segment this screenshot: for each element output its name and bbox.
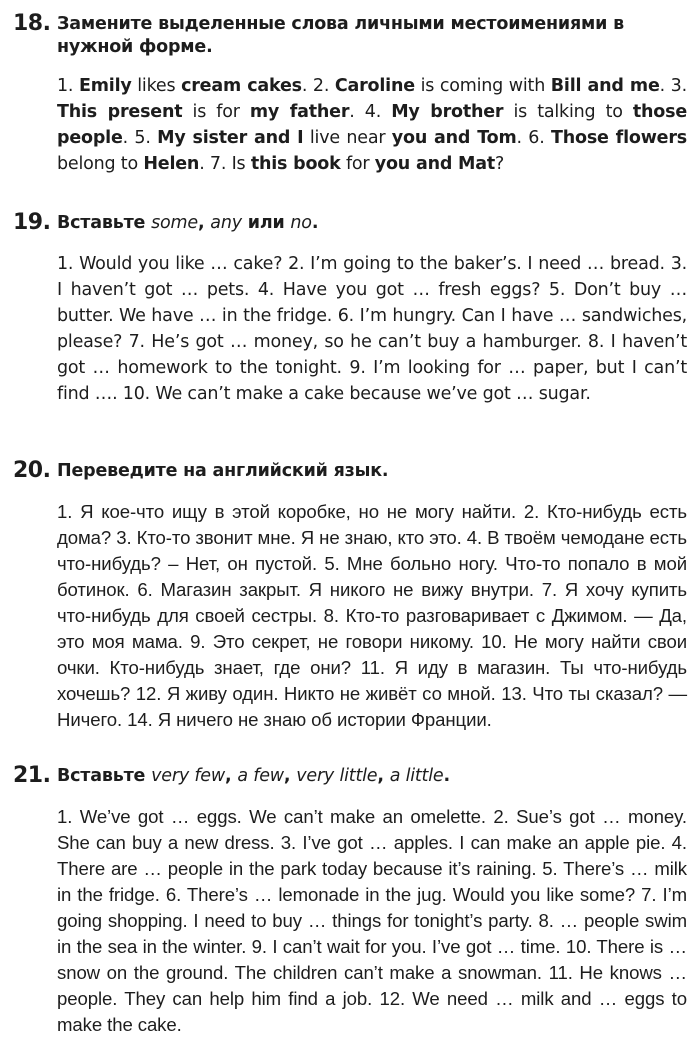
exercise-number: 21.	[13, 763, 51, 788]
instruction-run: Вставьте	[57, 213, 152, 233]
bold-run: those people	[57, 102, 687, 148]
exercise-number: 20.	[13, 458, 51, 483]
bold-run: My brother	[391, 102, 504, 122]
instruction-run: ,	[377, 766, 390, 786]
exercise-text: 1. Would you like … cake? 2. I’m going to the baker’s. I need … bread. 3. I haven’t got … pets. 4. Have you got … fresh eggs? 5. Don’t buy … butter. We have … in the fridge. 6. I’m hungry. Can I have … sandwiches, please? 7. He’s got … money, so he can’t buy a hamburger. 8. I haven’t got … homework to the tonight. 9. I’m looking for … paper, but I can’t find …. 10. We can’t make a cake because we’ve got … sugar.	[57, 254, 687, 404]
text-run: 1.	[57, 76, 79, 96]
instruction-run: ,	[283, 766, 297, 786]
bold-run: Helen	[143, 154, 200, 174]
text-run: . 4.	[349, 102, 392, 122]
text-run: is talking to	[503, 102, 633, 122]
instruction-italic-run: very few	[151, 766, 225, 786]
bold-run: this book	[250, 154, 341, 174]
bold-run: This present	[57, 102, 183, 122]
text-run: . 2.	[301, 76, 335, 96]
instruction-text: Замените выделенные слова личными местоимениями в нужной форме.	[57, 14, 624, 57]
exercise-text: 1. Я кое-что ищу в этой коробке, но не могу найти. 2. Кто-нибудь есть дома? 3. Кто-то звонит мне. Я не знаю, кто это. 4. В твоём чемодане есть что-нибудь? – Нет, он пустой. 5. Мне больно ногу. Что-то попало в мой ботинок. 6. Магазин закрыт. Я никого не вижу внутри. 7. Я хочу купить что-нибудь для своей сестры. 8. Кто-то разговаривает с Джимом. — Да, это моя мама. 9. Это секрет, не говори никому. 10. Не могу найти свои очки. Кто-нибудь знает, где они? 11. Я иду в магазин. Ты что-нибудь хочешь? 12. Я живу один. Никто не живёт со мной. 13. Что ты сказал? — Ничего. 14. Я ничего не знаю об истории Франции.	[57, 501, 687, 730]
exercise-text	[57, 73, 687, 177]
instruction-text: Переведите на английский язык.	[57, 461, 389, 481]
text-run: ?	[495, 154, 505, 174]
text-run: is coming with	[414, 76, 551, 96]
text-run: likes	[131, 76, 182, 96]
bold-run: Those flowers	[551, 128, 687, 148]
bold-run: Bill and me	[550, 76, 660, 96]
instruction-italic-run: some	[151, 213, 198, 233]
exercise-number: 18.	[13, 11, 51, 36]
bold-run: My sister and I	[157, 128, 304, 148]
instruction-italic-run: a little	[389, 766, 444, 786]
bold-run: you and Tom	[391, 128, 517, 148]
bold-run: cream cakes	[181, 76, 302, 96]
text-run: . 5.	[122, 128, 158, 148]
instruction-run: .	[311, 213, 319, 233]
instruction-italic-run: a few	[237, 766, 284, 786]
instruction-italic-run: very little	[296, 766, 378, 786]
exercise-text: 1. We’ve got … eggs. We can’t make an omelette. 2. Sue’s got … money. She can buy a new dress. 3. I’ve got … apples. I can make an apple pie. 4. There are … people in the park today because it’s raining. 5. There’s … milk in the fridge. 6. There’s … lemonade in the jug. Would you like some? 7. I’m going shopping. I need to buy … things for tonight’s party. 8. … people swim in the sea in the winter. 9. I can’t wait for you. I’ve got … time. 10. There is … snow on the ground. The children can’t make a snowman. 11. He knows … people. They can help him find a job. 12. We need … milk and … eggs to make the cake.	[57, 806, 687, 1035]
instruction-run: ,	[197, 213, 211, 233]
instruction-run: ,	[225, 766, 238, 786]
text-run: . 7. Is	[199, 154, 251, 174]
text-run: is for	[182, 102, 250, 122]
exercise-instruction	[57, 13, 689, 59]
exercise-instruction	[57, 765, 689, 788]
text-run: live near	[303, 128, 392, 148]
bold-run: Caroline	[334, 76, 415, 96]
exercise-instruction	[57, 460, 689, 483]
instruction-run: .	[443, 766, 450, 786]
instruction-italic-run: any	[210, 213, 242, 233]
bold-run: my father	[249, 102, 350, 122]
text-run: belong to	[57, 154, 144, 174]
instruction-italic-run: no	[290, 213, 312, 233]
bold-run: Emily	[78, 76, 132, 96]
exercise-number: 19.	[13, 210, 51, 235]
text-run: . 6.	[516, 128, 552, 148]
instruction-run: Вставьте	[57, 766, 152, 786]
bold-run: you and Mat	[374, 154, 496, 174]
text-run: for	[340, 154, 375, 174]
text-run: . 3.	[659, 76, 687, 96]
exercise-instruction	[57, 212, 689, 235]
instruction-run: или	[241, 213, 291, 233]
